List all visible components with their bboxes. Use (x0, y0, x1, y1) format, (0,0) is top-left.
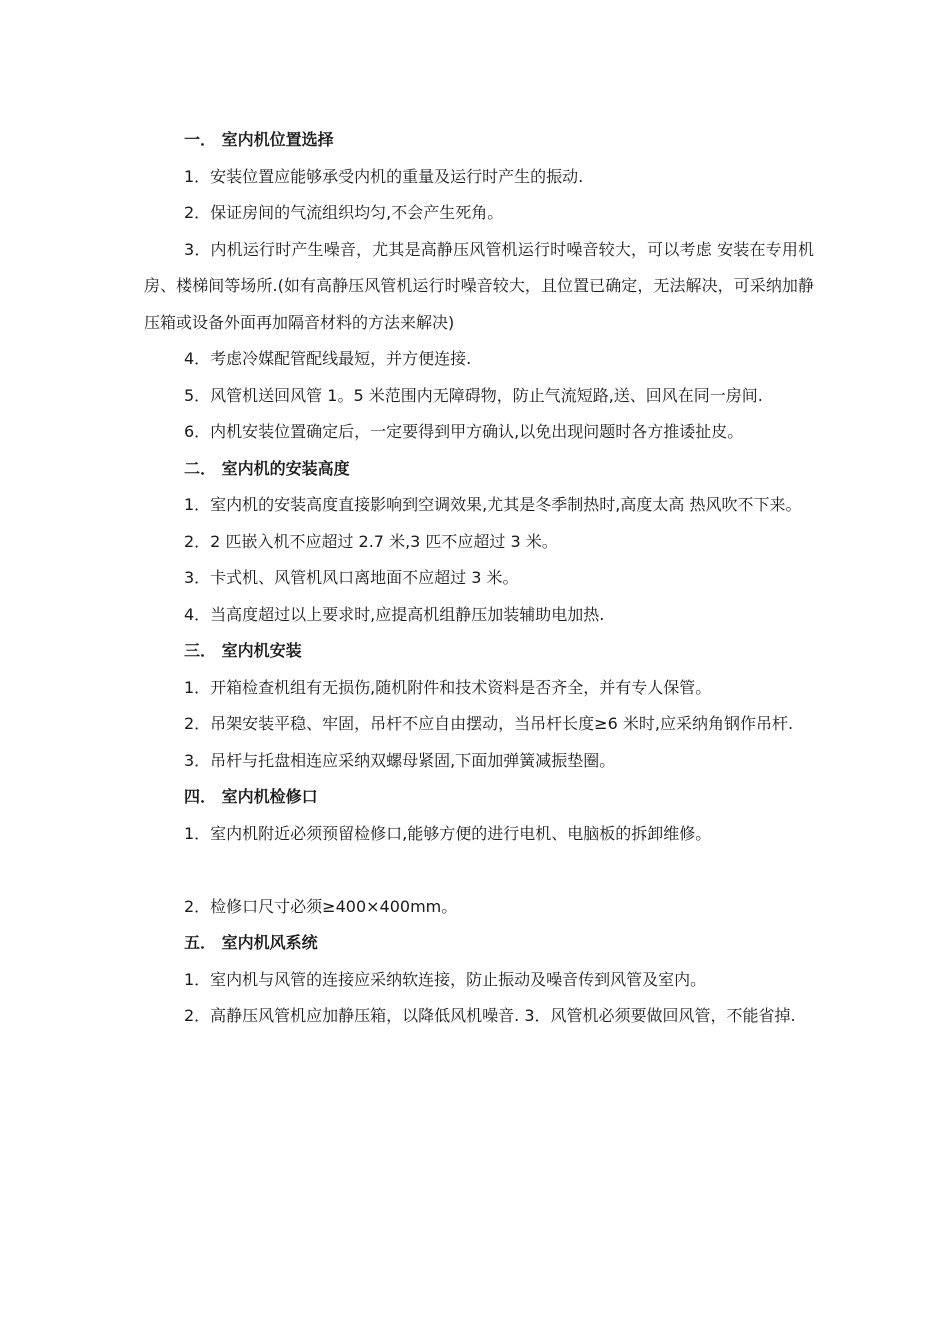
section-1-item-2: 2．保证房间的气流组织均匀,不会产生死角。 (184, 203, 504, 222)
section-5-item-2: 2．高静压风管机应加静压箱，以降低风机噪音. 3．风管机必须要做回风管，不能省掉. (184, 1006, 796, 1025)
section-3-item-1: 1．开箱检查机组有无损伤,随机附件和技术资料是否齐全，并有专人保管。 (184, 677, 712, 697)
section-2-item-3: 3．卡式机、风管机风口离地面不应超过 3 米。 (184, 568, 519, 587)
section-4-item-2: 2．检修口尺寸必须≥400×400mm。 (184, 896, 458, 916)
section-2-item-2: 2．2 匹嵌入机不应超过 2.7 米,3 匹不应超过 3 米。 (184, 531, 558, 551)
blank-line (144, 852, 814, 889)
section-heading-4: 四． 室内机检修口 (184, 787, 318, 806)
section-3-item-3: 3．吊杆与托盘相连应采纳双螺母紧固,下面加弹簧减振垫圈。 (184, 750, 616, 770)
section-1-item-3: 3．内机运行时产生噪音，尤其是高静压风管机运行时噪音较大，可以考虑 安装在专用机房、楼梯间等场所.(如有高静压风管机运行时噪音较大，且位置已确定，无法解决，可采纳加静压箱或设备外面再加隔音材料的方法来解决) (144, 239, 814, 332)
section-2-item-1: 1．室内机的安装高度直接影响到空调效果,尤其是冬季制热时,高度太高 热风吹不下来。 (184, 495, 802, 514)
section-1-item-4: 4．考虑冷媒配管配线最短，并方便连接. (184, 349, 472, 368)
section-3-item-2: 2．吊架安装平稳、牢固，吊杆不应自由摆动，当吊杆长度≥6 米时,应采纳角钢作吊杆. (184, 714, 794, 733)
section-heading-5: 五． 室内机风系统 (184, 933, 318, 952)
section-heading-3: 三． 室内机安装 (184, 641, 302, 660)
section-heading-2: 二． 室内机的安装高度 (184, 458, 350, 478)
section-2-item-4: 4．当高度超过以上要求时,应提高机组静压加装辅助电加热. (184, 604, 605, 624)
section-1-item-6: 6．内机安装位置确定后，一定要得到甲方确认,以免出现问题时各方推诿扯皮。 (184, 422, 744, 441)
section-1-item-5: 5．风管机送回风管 1。5 米范围内无障碍物，防止气流短路,送、回风在同一房间. (184, 385, 763, 405)
section-4-item-1: 1．室内机附近必须预留检修口,能够方便的进行电机、电脑板的拆卸维修。 (184, 823, 712, 843)
section-heading-1: 一． 室内机位置选择 (184, 130, 334, 149)
document-body (144, 122, 814, 1035)
section-1-item-1: 1．安装位置应能够承受内机的重量及运行时产生的振动. (184, 166, 584, 186)
section-5-item-1: 1．室内机与风管的连接应采纳软连接，防止振动及噪音传到风管及室内。 (184, 969, 707, 989)
